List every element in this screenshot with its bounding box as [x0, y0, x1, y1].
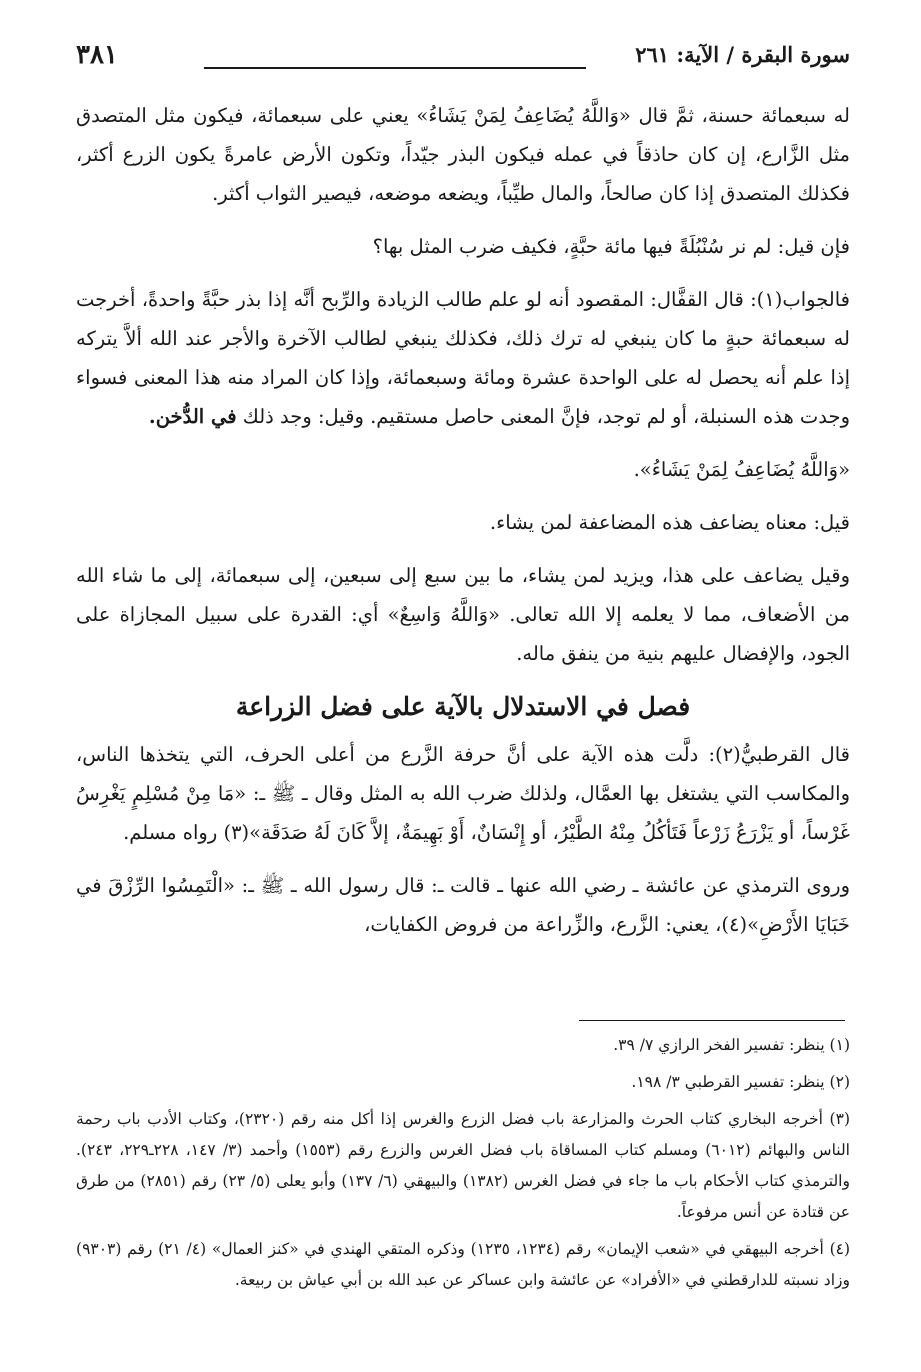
- footnotes: [76, 1030, 850, 1302]
- page-number: ٣٨١: [76, 40, 118, 70]
- footnote-2: (٢) ينظر: تفسير القرطبي ٣/ ١٩٨.: [631, 1073, 850, 1091]
- footnote-4: (٤) أخرجه البيهقي في «شعب الإيمان» رقم (١٢٣٤، ١٢٣٥) وذكره المتقي الهندي في «كنز العمال» (٤/ ٢١) رقم (٩٣٠٣) وزاد نسبته للدارقطني في «الأفراد» عن عائشة وابن عساكر عن عبد الله بن أبي عياش بن ربيعة.: [76, 1240, 851, 1289]
- paragraph-2: فإن قيل: لم نر سُنْبُلَةً فيها مائة حبَّةٍ، فكيف ضرب المثل بها؟: [372, 235, 850, 258]
- paragraph-4: «وَاللَّهُ يُضَاعِفُ لِمَنْ يَشَاءُ».: [633, 458, 850, 481]
- paragraph-7: قال القرطبيُّ(٢): دلَّت هذه الآية على أنَّ حرفة الزَّرع من أعلى الحرف، التي يتخذها الناس، والمكاسب التي يشتغل بها العمَّال، ولذلك ضرب الله به المثل وقال ـ ﷺ ـ: «مَا مِنْ مُسْلِمٍ يَغْرِسُ غَرْساً، أو يَزْرَعُ زَرْعاً فَتَأكُلُ مِنْهُ الطَّيْرُ، أو إِنْسَانٌ، أَوْ بَهِيمَةٌ، إلاَّ كَانَ لَهُ صَدَقَة»(٣) رواه مسلم.: [76, 743, 850, 844]
- paragraph-8: وروى الترمذي عن عائشة ـ رضي الله عنها ـ قالت ـ: قال رسول الله ـ ﷺ ـ: «الْتَمِسُوا الرِّزْقَ في خَبَايَا الأَرْضِ»(٤)، يعني: الزَّرع، والزِّراعة من فروض الكفايات،: [76, 874, 850, 936]
- footnote-1: (١) ينظر: تفسير الفخر الرازي ٧/ ٣٩.: [613, 1036, 850, 1054]
- paragraph-1: له سبعمائة حسنة، ثمَّ قال «وَاللَّهُ يُضَاعِفُ لِمَنْ يَشَاءُ» يعني على سبعمائة، فيكون مثل المتصدق مثل الزَّارع، إن كان حاذقاً في عمله فيكون البذر جيّداً، وتكون الأرض عامرةً يكون الزرع أكثر، فكذلك المتصدق إذا كان صالحاً، والمال طيِّباً، ويضعه موضعه، فيصير الثواب أكثر.: [76, 104, 850, 205]
- footnote-separator: [579, 1020, 845, 1021]
- footnote-3: (٣) أخرجه البخاري كتاب الحرث والمزارعة باب فضل الزرع والغرس إذا أكل منه رقم (٢٣٢٠)، وكتاب الأدب باب رحمة الناس والبهائم (٦٠١٢) ومسلم كتاب المساقاة باب فضل الغرس والزرع رقم (١٥٥٣) وأحمد (٣/ ١٤٧، ٢٢٨ـ٢٢٩، ٢٤٣). والترمذي كتاب الأحكام باب ما جاء في فضل الغرس (١٣٨٢) والبيهقي (٦/ ١٣٧) وأبو يعلى (٥/ ٢٣) رقم (٢٨٥١) من طرق عن قتادة عن أنس مرفوعاً.: [76, 1110, 850, 1221]
- header-rule: [204, 67, 586, 69]
- main-text: [76, 96, 850, 958]
- header-surah-reference: سورة البقرة / الآية: ٢٦١: [635, 42, 850, 67]
- running-header: [76, 40, 850, 80]
- paragraph-3: [76, 280, 850, 436]
- paragraph-5: قيل: معناه يضاعف هذه المضاعفة لمن يشاء.: [489, 511, 850, 534]
- section-heading: فصل في الاستدلال بالآية على فضل الزراعة: [235, 692, 691, 721]
- paragraph-6: وقيل يضاعف على هذا، ويزيد لمن يشاء، ما بين سبع إلى سبعين، إلى سبعمائة، إلى ما شاء الله من الأضعاف، مما لا يعلمه إلا الله تعالى. «وَاللَّهُ وَاسِعٌ» أي: القدرة على سبيل المجازاة على الجود، والإفضال عليهم بنية من ينفق ماله.: [76, 564, 850, 665]
- paragraph-3-text: فالجواب(١): قال القفَّال: المقصود أنه لو علم طالب الزيادة والرِّبح أنَّه إذا بذر حبَّةً واحدةً، أخرجت له سبعمائة حبةٍ ما كان ينبغي له ترك ذلك، فكذلك ينبغي لطالب الآخرة والأجر عند الله ألاَّ يتركه إذا علم أنه يحصل له على الواحدة عشرة ومائة وسبعمائة، وإذا كان المراد منه هذا المعنى فسواء وجدت هذه السنبلة، أو لم توجد، فإنَّ المعنى حاصل مستقيم. وقيل: وجد ذلك: [76, 288, 850, 428]
- paragraph-3-bold: في الدُّخن.: [148, 405, 237, 428]
